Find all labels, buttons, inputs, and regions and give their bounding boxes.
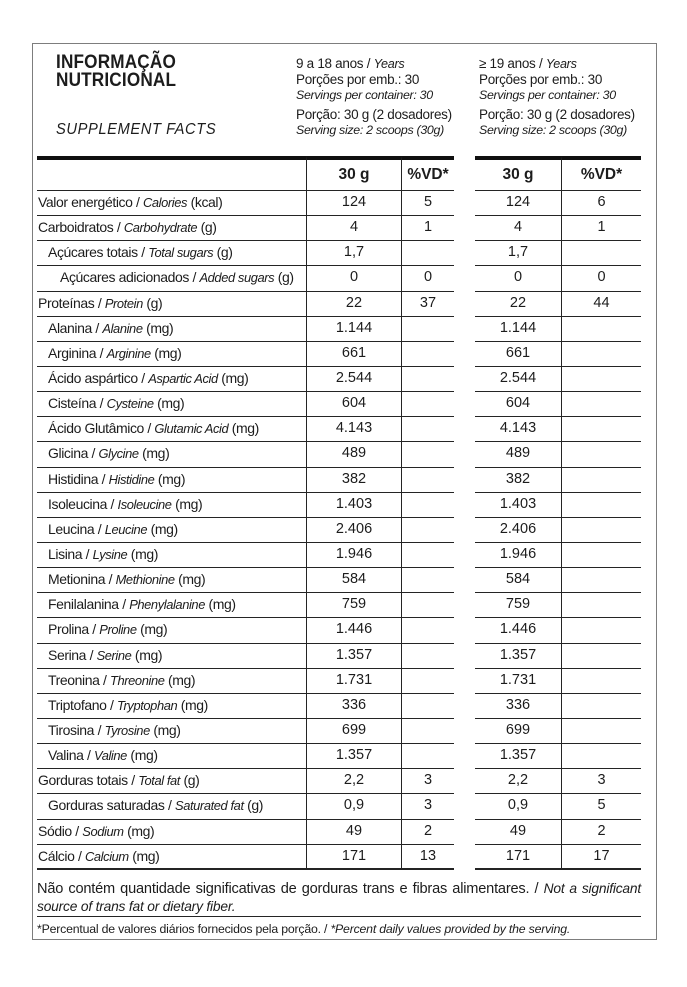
dv-9-18-cell xyxy=(401,719,454,744)
label-subtitle: SUPPLEMENT FACTS xyxy=(56,121,217,138)
amount-9-18-cell: 4.143 xyxy=(306,417,401,442)
column-gap xyxy=(454,417,475,442)
column-gap xyxy=(454,644,475,669)
dv-9-18-cell xyxy=(401,694,454,719)
table-row xyxy=(37,518,641,543)
nutrient-name-pt: Histidina xyxy=(48,470,99,487)
column-gap xyxy=(454,367,475,392)
label-title-line2: NUTRICIONAL xyxy=(56,68,177,91)
table-row xyxy=(37,317,641,342)
amount-9-18-cell: 4 xyxy=(306,216,401,241)
amount-19plus-cell: 661 xyxy=(475,342,561,367)
column-gap xyxy=(454,669,475,694)
nutrient-name-en: Sodium xyxy=(82,823,124,839)
amount-19plus-cell: 1.357 xyxy=(475,644,561,669)
dv-9-18-cell xyxy=(401,417,454,442)
nutrient-name-pt: Cisteína xyxy=(48,395,97,412)
nutrient-name-en: Carbohydrate xyxy=(123,220,198,236)
amount-9-18-cell: 1.357 xyxy=(306,744,401,769)
portion-en: Serving size: 2 scoops (30g) xyxy=(479,122,627,137)
amount-19plus-cell: 0,9 xyxy=(475,794,561,819)
amount-9-18-cell: 2.406 xyxy=(306,518,401,543)
table-row xyxy=(37,644,641,669)
nutrient-label: Açúcares adicionados / Added sugars (g) xyxy=(37,266,306,291)
nutrient-name-pt: Leucina xyxy=(48,520,95,537)
nutrient-name-pt: Metionina xyxy=(48,571,106,588)
amount-19plus-cell: 124 xyxy=(475,191,561,216)
nutrient-name-en: Lysine xyxy=(92,546,128,562)
footnote-divider xyxy=(37,916,641,917)
serving-info-9-18 xyxy=(296,56,452,138)
column-gap xyxy=(454,543,475,568)
nutrient-name-pt: Sódio xyxy=(38,822,72,839)
amount-19plus-cell: 382 xyxy=(475,468,561,493)
dv-19plus-cell: 3 xyxy=(561,769,641,794)
column-gap xyxy=(454,744,475,769)
nutrient-name-pt: Cálcio xyxy=(38,847,75,864)
table-row xyxy=(37,493,641,518)
dv-19plus-cell: 2 xyxy=(561,820,641,845)
nutrient-name-en: Arginine xyxy=(106,345,151,361)
nutrient-name-pt: Triptofano xyxy=(48,696,107,713)
dv-9-18-cell: 1 xyxy=(401,216,454,241)
portion-pt: Porção: 30 g (2 dosadores) xyxy=(479,106,635,122)
table-row xyxy=(37,593,641,618)
amount-9-18-cell: 699 xyxy=(306,719,401,744)
nutrient-name-en: Tryptophan xyxy=(117,697,178,713)
amount-9-18-cell: 0 xyxy=(306,266,401,291)
amount-19plus-cell: 4.143 xyxy=(475,417,561,442)
dv-9-18-cell xyxy=(401,241,454,266)
table-header-row xyxy=(37,156,641,191)
column-gap xyxy=(454,156,475,191)
dv-19plus-cell xyxy=(561,719,641,744)
dv-9-18-cell: 3 xyxy=(401,794,454,819)
label-title xyxy=(56,51,177,91)
table-row xyxy=(37,568,641,593)
nutrient-label: Histidina / Histidine (mg) xyxy=(37,468,306,493)
nutrient-name-pt: Glicina xyxy=(48,445,88,462)
amount-19plus-cell: 699 xyxy=(475,719,561,744)
dv-9-18-cell xyxy=(401,593,454,618)
dv-19plus-cell xyxy=(561,442,641,467)
dv-9-18-cell: 0 xyxy=(401,266,454,291)
column-gap xyxy=(454,392,475,417)
dv-19plus-cell xyxy=(561,618,641,643)
nutrient-label: Açúcares totais / Total sugars (g) xyxy=(37,241,306,266)
column-gap xyxy=(454,618,475,643)
amount-column-header-9-18: 30 g xyxy=(306,156,401,191)
dv-19plus-cell xyxy=(561,593,641,618)
nutrient-label: Metionina / Methionine (mg) xyxy=(37,568,306,593)
amount-19plus-cell: 171 xyxy=(475,845,561,870)
column-gap xyxy=(454,292,475,317)
nutrient-name-en: Cysteine xyxy=(106,396,154,412)
dv-9-18-cell xyxy=(401,317,454,342)
amount-9-18-cell: 49 xyxy=(306,820,401,845)
table-row xyxy=(37,468,641,493)
amount-19plus-cell: 584 xyxy=(475,568,561,593)
dv-19plus-cell xyxy=(561,543,641,568)
table-row xyxy=(37,241,641,266)
nutrient-label: Ácido Glutâmico / Glutamic Acid (mg) xyxy=(37,417,306,442)
dv-9-18-cell xyxy=(401,669,454,694)
age-range-pt: ≥ 19 anos / xyxy=(479,56,543,71)
dv-9-18-cell: 13 xyxy=(401,845,454,870)
column-gap xyxy=(454,468,475,493)
amount-9-18-cell: 336 xyxy=(306,694,401,719)
amount-19plus-cell: 2,2 xyxy=(475,769,561,794)
amount-9-18-cell: 584 xyxy=(306,568,401,593)
column-gap xyxy=(454,820,475,845)
dv-19plus-cell xyxy=(561,392,641,417)
age-range-pt: 9 a 18 anos / xyxy=(296,56,371,71)
servings-en: Servings per container: 30 xyxy=(479,88,616,102)
nutrient-label: Cálcio / Calcium (mg) xyxy=(37,845,306,870)
dv-19plus-cell: 5 xyxy=(561,794,641,819)
dv-9-18-cell xyxy=(401,367,454,392)
nutrient-label: Glicina / Glycine (mg) xyxy=(37,442,306,467)
table-row xyxy=(37,694,641,719)
table-row xyxy=(37,618,641,643)
column-gap xyxy=(454,769,475,794)
amount-9-18-cell: 22 xyxy=(306,292,401,317)
dv-9-18-cell: 3 xyxy=(401,769,454,794)
nutrient-name-en: Added sugars xyxy=(199,270,275,286)
dv-19plus-cell xyxy=(561,694,641,719)
column-gap xyxy=(454,317,475,342)
table-row xyxy=(37,845,641,870)
dv-9-18-cell xyxy=(401,644,454,669)
nutrient-name-pt: Carboidratos xyxy=(38,219,114,236)
dv-19plus-cell xyxy=(561,644,641,669)
dv-19plus-cell xyxy=(561,367,641,392)
dv-19plus-cell xyxy=(561,669,641,694)
amount-9-18-cell: 1.403 xyxy=(306,493,401,518)
nutrient-name-pt: Ácido aspártico xyxy=(48,369,138,386)
table-row xyxy=(37,417,641,442)
nutrient-name-en: Proline xyxy=(99,622,137,638)
dv-19plus-cell xyxy=(561,317,641,342)
nutrient-name-pt: Isoleucina xyxy=(48,495,108,512)
nutrient-name-en: Isoleucine xyxy=(117,496,172,512)
amount-19plus-cell: 336 xyxy=(475,694,561,719)
dv-9-18-cell xyxy=(401,468,454,493)
amount-9-18-cell: 1,7 xyxy=(306,241,401,266)
table-row xyxy=(37,266,641,291)
amount-9-18-cell: 1.357 xyxy=(306,644,401,669)
amount-9-18-cell: 1.144 xyxy=(306,317,401,342)
column-gap xyxy=(454,719,475,744)
nutrient-label: Triptofano / Tryptophan (mg) xyxy=(37,694,306,719)
column-gap xyxy=(454,518,475,543)
column-gap xyxy=(454,845,475,870)
nutrient-name-pt: Arginina xyxy=(48,344,97,361)
nutrient-name-pt: Treonina xyxy=(48,671,100,688)
amount-19plus-cell: 1.731 xyxy=(475,669,561,694)
nutrient-name-pt: Açúcares adicionados xyxy=(60,269,189,286)
amount-9-18-cell: 759 xyxy=(306,593,401,618)
nutrient-name-en: Aspartic Acid xyxy=(148,370,218,386)
age-range-19plus xyxy=(479,56,635,72)
table-row xyxy=(37,543,641,568)
amount-9-18-cell: 604 xyxy=(306,392,401,417)
table-row xyxy=(37,367,641,392)
nutrient-name-en: Glycine xyxy=(98,446,139,462)
nutrient-name-pt: Ácido Glutâmico xyxy=(48,420,144,437)
nutrient-label: Ácido aspártico / Aspartic Acid (mg) xyxy=(37,367,306,392)
nutrient-label: Carboidratos / Carbohydrate (g) xyxy=(37,216,306,241)
nutrient-name-pt: Prolina xyxy=(48,621,89,638)
table-row xyxy=(37,669,641,694)
amount-19plus-cell: 604 xyxy=(475,392,561,417)
nutrient-label: Arginina / Arginine (mg) xyxy=(37,342,306,367)
amount-19plus-cell: 1.144 xyxy=(475,317,561,342)
amount-9-18-cell: 489 xyxy=(306,442,401,467)
dv-column-header-9-18: %VD* xyxy=(401,156,454,191)
dv-9-18-cell xyxy=(401,618,454,643)
dv-9-18-cell xyxy=(401,744,454,769)
dv-19plus-cell xyxy=(561,568,641,593)
serving-info-19plus xyxy=(479,56,635,138)
dv-19plus-cell: 0 xyxy=(561,266,641,291)
age-range-9-18 xyxy=(296,56,452,72)
amount-9-18-cell: 124 xyxy=(306,191,401,216)
nutrient-label: Alanina / Alanine (mg) xyxy=(37,317,306,342)
trans-fat-note-pt: Não contém quantidade significativas de gorduras trans e fibras alimentares. / xyxy=(37,881,539,897)
table-row xyxy=(37,191,641,216)
amount-9-18-cell: 0,9 xyxy=(306,794,401,819)
nutrient-label: Tirosina / Tyrosine (mg) xyxy=(37,719,306,744)
dv-column-header-19plus: %VD* xyxy=(561,156,641,191)
amount-19plus-cell: 1.403 xyxy=(475,493,561,518)
dv-19plus-cell xyxy=(561,518,641,543)
nutrient-name-en: Threonine xyxy=(110,672,165,688)
nutrient-name-pt: Serina xyxy=(48,646,87,663)
table-row xyxy=(37,769,641,794)
nutrient-label: Proteínas / Protein (g) xyxy=(37,292,306,317)
table-row xyxy=(37,342,641,367)
column-gap xyxy=(454,241,475,266)
servings-en: Servings per container: 30 xyxy=(296,88,433,102)
amount-9-18-cell: 382 xyxy=(306,468,401,493)
amount-19plus-cell: 1.446 xyxy=(475,618,561,643)
dv-9-18-cell xyxy=(401,442,454,467)
amount-9-18-cell: 1.731 xyxy=(306,669,401,694)
column-gap xyxy=(454,694,475,719)
nutrient-name-en: Saturated fat xyxy=(175,798,244,814)
amount-19plus-cell: 1,7 xyxy=(475,241,561,266)
dv-19plus-cell xyxy=(561,241,641,266)
nutrient-name-en: Histidine xyxy=(108,471,155,487)
amount-19plus-cell: 2.544 xyxy=(475,367,561,392)
column-gap xyxy=(454,568,475,593)
trans-fat-note xyxy=(37,880,641,916)
column-gap xyxy=(454,593,475,618)
nutrient-label: Valina / Valine (mg) xyxy=(37,744,306,769)
nutrient-name-en: Phenylalanine xyxy=(129,597,205,613)
servings-pt: Porções por emb.: 30 xyxy=(479,72,603,87)
nutrient-label: Leucina / Leucine (mg) xyxy=(37,518,306,543)
column-gap xyxy=(454,191,475,216)
amount-19plus-cell: 759 xyxy=(475,593,561,618)
dv-9-18-cell xyxy=(401,543,454,568)
table-body xyxy=(37,191,641,870)
column-gap xyxy=(454,216,475,241)
nutrient-name-en: Alanine xyxy=(102,320,143,336)
amount-9-18-cell: 2,2 xyxy=(306,769,401,794)
nutrient-name-en: Glutamic Acid xyxy=(154,421,229,437)
nutrient-name-en: Serine xyxy=(96,647,132,663)
nutrient-label: Valor energético / Calories (kcal) xyxy=(37,191,306,216)
nutrient-label: Isoleucina / Isoleucine (mg) xyxy=(37,493,306,518)
table-row xyxy=(37,292,641,317)
dv-19plus-cell: 6 xyxy=(561,191,641,216)
dv-9-18-cell xyxy=(401,392,454,417)
amount-9-18-cell: 661 xyxy=(306,342,401,367)
daily-values-footnote-pt: *Percentual de valores diários fornecidos pela porção. / xyxy=(37,922,328,936)
nutrient-name-en: Calories xyxy=(143,195,188,210)
dv-19plus-cell: 1 xyxy=(561,216,641,241)
amount-9-18-cell: 1.446 xyxy=(306,618,401,643)
nutrient-name-pt: Proteínas xyxy=(38,294,95,311)
nutrient-name-en: Valine xyxy=(93,748,127,764)
nutrient-name-en: Calcium xyxy=(85,848,129,864)
nutrient-label: Treonina / Threonine (mg) xyxy=(37,669,306,694)
nutrition-table xyxy=(37,156,641,870)
amount-19plus-cell: 49 xyxy=(475,820,561,845)
amount-19plus-cell: 1.946 xyxy=(475,543,561,568)
nutrient-label: Sódio / Sodium (mg) xyxy=(37,820,306,845)
column-gap xyxy=(454,794,475,819)
nutrient-name-en: Total sugars xyxy=(148,245,214,261)
nutrient-name-pt: Valor energético xyxy=(38,194,133,210)
table-row xyxy=(37,719,641,744)
nutrient-name-en: Leucine xyxy=(104,521,148,537)
table-row xyxy=(37,392,641,417)
nutrient-name-en: Tyrosine xyxy=(104,722,150,738)
dv-19plus-cell xyxy=(561,468,641,493)
dv-19plus-cell xyxy=(561,493,641,518)
dv-9-18-cell xyxy=(401,493,454,518)
nutrient-name-en: Methionine xyxy=(115,572,175,588)
nutrient-name-pt: Açúcares totais xyxy=(48,244,138,261)
servings-pt: Porções por emb.: 30 xyxy=(296,72,420,87)
amount-19plus-cell: 0 xyxy=(475,266,561,291)
label-title-line1: INFORMAÇÃO xyxy=(56,51,176,73)
column-gap xyxy=(454,442,475,467)
nutrient-name-pt: Gorduras totais xyxy=(38,772,128,789)
table-row xyxy=(37,442,641,467)
dv-19plus-cell xyxy=(561,342,641,367)
dv-19plus-cell: 44 xyxy=(561,292,641,317)
nutrient-name-pt: Lisina xyxy=(48,545,83,562)
table-row xyxy=(37,820,641,845)
dv-19plus-cell xyxy=(561,744,641,769)
header-empty-cell xyxy=(37,156,306,191)
column-gap xyxy=(454,493,475,518)
daily-values-footnote xyxy=(37,922,641,936)
nutrition-label-box xyxy=(32,43,657,940)
dv-9-18-cell: 2 xyxy=(401,820,454,845)
trans-fat-note-en: Not a significant source of trans fat or dietary fiber. xyxy=(37,881,642,914)
nutrient-label: Lisina / Lysine (mg) xyxy=(37,543,306,568)
nutrient-name-pt: Fenilalanina xyxy=(48,596,119,613)
nutrient-name-pt: Valina xyxy=(48,747,84,764)
table-row xyxy=(37,794,641,819)
age-range-en: Years xyxy=(545,57,577,71)
nutrient-name-pt: Tirosina xyxy=(48,721,95,738)
portion-pt: Porção: 30 g (2 dosadores) xyxy=(296,106,452,122)
daily-values-footnote-en: *Percent daily values provided by the serving. xyxy=(330,922,571,936)
dv-19plus-cell xyxy=(561,417,641,442)
dv-9-18-cell xyxy=(401,518,454,543)
amount-19plus-cell: 1.357 xyxy=(475,744,561,769)
nutrient-label: Gorduras totais / Total fat (g) xyxy=(37,769,306,794)
nutrient-label: Prolina / Proline (mg) xyxy=(37,618,306,643)
dv-9-18-cell xyxy=(401,342,454,367)
amount-9-18-cell: 171 xyxy=(306,845,401,870)
amount-9-18-cell: 2.544 xyxy=(306,367,401,392)
nutrient-name-pt: Alanina xyxy=(48,319,92,336)
table-row xyxy=(37,216,641,241)
column-gap xyxy=(454,342,475,367)
amount-9-18-cell: 1.946 xyxy=(306,543,401,568)
age-range-en: Years xyxy=(373,57,405,71)
dv-9-18-cell xyxy=(401,568,454,593)
amount-column-header-19plus: 30 g xyxy=(475,156,561,191)
dv-19plus-cell: 17 xyxy=(561,845,641,870)
dv-9-18-cell: 37 xyxy=(401,292,454,317)
nutrient-name-en: Protein xyxy=(104,295,143,311)
amount-19plus-cell: 2.406 xyxy=(475,518,561,543)
nutrient-label: Cisteína / Cysteine (mg) xyxy=(37,392,306,417)
amount-19plus-cell: 22 xyxy=(475,292,561,317)
nutrient-label: Gorduras saturadas / Saturated fat (g) xyxy=(37,794,306,819)
column-gap xyxy=(454,266,475,291)
nutrient-label: Serina / Serine (mg) xyxy=(37,644,306,669)
amount-19plus-cell: 489 xyxy=(475,442,561,467)
nutrient-name-pt: Gorduras saturadas xyxy=(48,797,165,814)
dv-9-18-cell: 5 xyxy=(401,191,454,216)
table-row xyxy=(37,744,641,769)
portion-en: Serving size: 2 scoops (30g) xyxy=(296,122,444,137)
amount-19plus-cell: 4 xyxy=(475,216,561,241)
nutrient-label: Fenilalanina / Phenylalanine (mg) xyxy=(37,593,306,618)
nutrient-name-en: Total fat xyxy=(138,773,180,789)
